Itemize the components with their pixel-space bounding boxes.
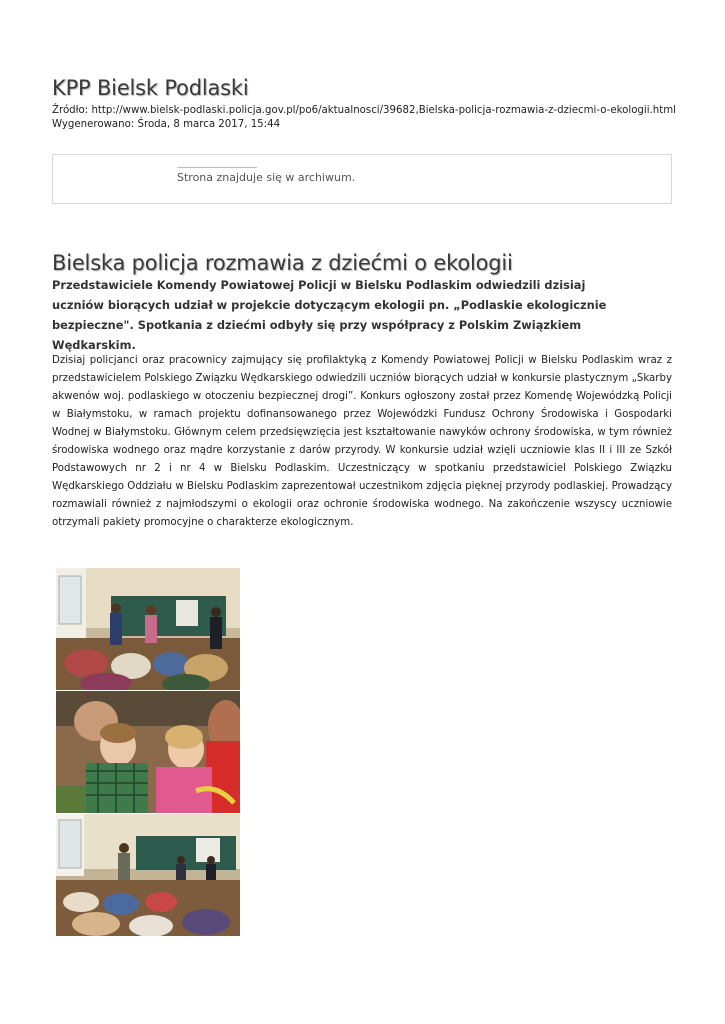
source-url[interactable]: Źródło: http://www.bielsk-podlaski.policja.gov.pl/po6/aktualnosci/39682,Bielska-policja-rozmawia-z-dziecmi-o-ekologii.html xyxy=(52,105,677,116)
page-meta xyxy=(52,104,692,132)
children-photo-2[interactable] xyxy=(56,691,240,813)
article-lead: Przedstawiciele Komendy Powiatowej Policji w Bielsku Podlaskim odwiedzili dzisiaj uczniów biorących udział w projekcie dotyczącym ekologii pn. „Podlaskie ekologicznie bezpieczne". Spotkania z dziećmi odbyły się przy współpracy z Polskim Związkiem Wędkarskim. xyxy=(52,278,607,352)
article-body: Dzisiaj policjanci oraz pracownicy zajmujący się profilaktyką z Komendy Powiatowej Policji w Bielsku Podlaskim wraz z przedstawicielem Polskiego Związku Wędkarskiego odwiedzili uczniów biorących udział w konkursie plastycznym „Skarby akwenów woj. podlaskiego w otoczeniu bezpiecznej drogi”. Konkurs ogłoszony został przez Komendę Wojewódzką Policji w Białymstoku, w ramach projektu dofinansowanego przez Wojewódzki Fundusz Ochrony Środowiska i Gospodarki Wodnej w Białymstoku. Głównym celem przedsięwzięcia jest kształtowanie nawyków ochrony środowiska, w tym również środowiska wodnego oraz mądre korzystanie z darów przyrody. W konkursie udział wzięli uczniowie klas II i III ze Szkół Podstawowych nr 2 i nr 4 w Bielsku Podlaskim. Uczestniczący w spotkaniu przedstawiciel Polskiego Związku Wędkarskiego Oddziału w Bielsku Podlaskim zaprezentował uczestnikom zdjęcia pięknej przyrody podlaskiej. Prowadzący rozmawiali również z najmłodszymi o ekologii oraz ochronie środowiska wodnego. Na zakończenie wszyscy uczniowie otrzymali pakiety promocyjne o charakterze ekologicznym. xyxy=(52,355,672,528)
article-title: Bielska policja rozmawia z dziećmi o ekologii xyxy=(52,251,513,276)
generated-date: Wygenerowano: Środa, 8 marca 2017, 15:44 xyxy=(52,119,281,130)
archive-notice: Strona znajduje się w archiwum. xyxy=(177,171,356,184)
archive-notice-box xyxy=(52,154,672,204)
archive-divider xyxy=(177,167,257,168)
classroom-photo-3[interactable] xyxy=(56,814,240,936)
photo-gallery xyxy=(56,568,240,937)
classroom-photo-1[interactable] xyxy=(56,568,240,690)
site-title: KPP Bielsk Podlaski xyxy=(52,76,249,101)
